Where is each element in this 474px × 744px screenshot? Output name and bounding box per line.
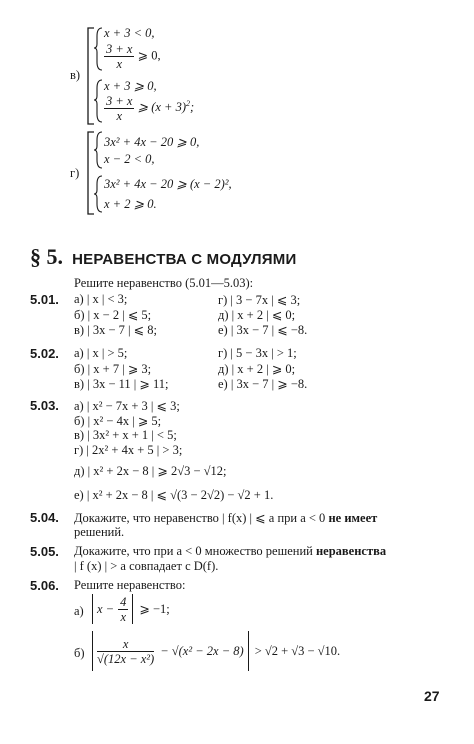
item-e: е) | 3x − 7 | ⩾ −8. [218,377,308,391]
item-v: в) | 3x − 7 | ⩽ 8; [74,323,157,337]
item-b: б) | x + 7 | ⩾ 3; [74,362,152,376]
item-a-label: а) [74,604,84,618]
problem-number: 5.06. [30,578,59,593]
item-g: г) | 2x² + 4x + 5 | > 3; [74,443,183,457]
item-b-label: б) [74,646,85,660]
label-v: в) [70,68,81,82]
problem-text-line2: решений. [74,525,125,539]
g-sys2-line1: 3x² + 4x − 20 ⩾ (x − 2)², [104,177,232,191]
problem-number: 5.04. [30,510,59,525]
item-e: е) | x² + 2x − 8 | ⩽ √(3 − 2√2) − √2 + 1. [74,488,274,502]
problem-instruction: Решите неравенство: [74,578,186,592]
item-b: б) | x² − 4x | ⩾ 5; [74,414,162,428]
problem-number: 5.02. [30,346,59,361]
item-a: а) | x² − 7x + 3 | ⩽ 3; [74,399,180,413]
item-g: г) | 3 − 7x | ⩽ 3; [218,293,301,307]
item-a: а) | x | < 3; [74,292,128,306]
item-d: д) | x + 2 | ⩽ 0; [218,308,296,322]
section-heading [30,244,296,270]
item-b: б) | x − 2 | ⩽ 5; [74,308,152,322]
item-a-expr: x − $\frac{4}{x}$ ⩾ −1; [92,594,170,624]
item-g: г) | 5 − 3x | > 1; [218,346,297,360]
item-v: в) | 3x² + x + 1 | < 5; [74,428,177,442]
item-b-expr: $\frac{x}{\text{√(12x − x²)}}$ − √(x² − 2x − 8) > √2 + √3 − √10. [92,630,340,672]
item-d: д) | x + 2 | ⩾ 0; [218,362,296,376]
item-a: а) | x | > 5; [74,346,128,360]
item-e: е) | 3x − 7 | ⩽ −8. [218,323,308,337]
problem-number: 5.01. [30,292,59,307]
problem-number: 5.05. [30,544,59,559]
section-symbol: § 5. [30,244,63,269]
item-v: в) | 3x − 11 | ⩾ 11; [74,377,169,391]
v-sys2-line2: $\frac{3 + x}{x}$ ⩾ $(x + 3)^2$; [106,94,195,123]
problem-text-line2: | f (x) | > a совпадает с D(f). [74,559,219,573]
v-sys1-line2: $\frac{3 + x}{x}$ ⩾ 0, [106,42,161,71]
g-sys1-line2: x − 2 < 0, [104,152,155,166]
g-sys1-line1: 3x² + 4x − 20 ⩾ 0, [104,135,200,149]
label-g: г) [70,166,80,180]
problem-number: 5.03. [30,398,59,413]
section-instruction: Решите неравенство (5.01—5.03): [74,276,254,290]
v-sys1-line1: x + 3 < 0, [104,26,155,40]
section-title: НЕРАВЕНСТВА С МОДУЛЯМИ [72,251,297,268]
problem-text-line1: Докажите, что при a < 0 множество решений неравенства [74,544,387,558]
page-number: 27 [424,688,440,704]
problem-text-line1: Докажите, что неравенство | f(x) | ⩽ a при a < 0 не имеет [74,511,378,525]
item-d: д) | x² + 2x − 8 | ⩾ 2√3 − √12; [74,464,227,478]
v-sys2-line1: x + 3 ⩾ 0, [104,79,157,93]
g-sys2-line2: x + 2 ⩾ 0. [104,197,157,211]
